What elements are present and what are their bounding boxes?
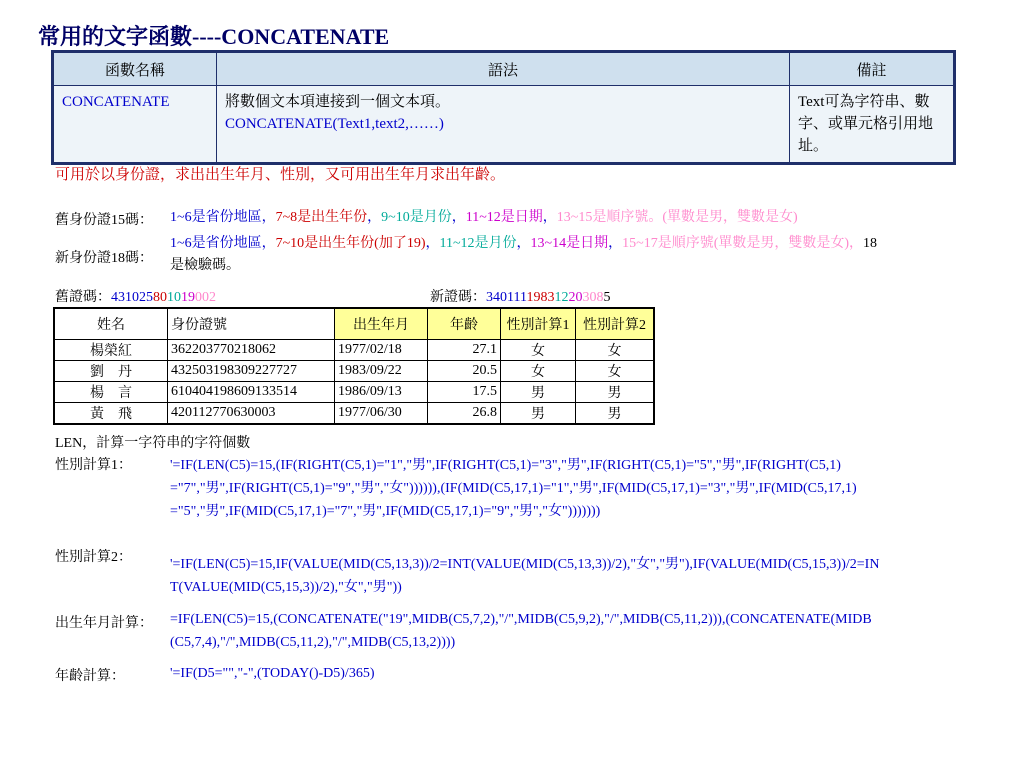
old-code-part: 80 — [153, 290, 167, 305]
syntax-description: 將數個文本項連接到一個文本項。 — [225, 94, 451, 110]
remark-cell: Text可為字符串、數字、或單元格引用地址。 — [790, 86, 955, 164]
cell-gender2: 女 — [576, 361, 655, 382]
old-code-part: 19 — [181, 290, 195, 305]
new-id-part: ， — [849, 236, 864, 251]
gender1-formula: '=IF(LEN(C5)=15,(IF(RIGHT(C5,1)="1","男",IF(RIGHT(C5,1)="3","男",IF(RIGHT(C5,1)="5","男",IF(RIGHT(C5,1)="7","男",IF(RIGHT(C5,1)="9","男","女")))))),(IF(MID(C5,17,1)="1","男",IF(MID(C5,17,1)="3","男",IF(MID(C5,17,1)="5","男",IF(MID(C5,17,1)="7","男",IF(MID(C5,17,1)="9","男","女"))))))) — [170, 458, 857, 519]
new-id-part: 18是檢驗碼。 — [170, 236, 878, 273]
table-header-row — [54, 308, 654, 340]
cell-birth: 1977/02/18 — [335, 340, 428, 361]
cell-age: 17.5 — [428, 382, 501, 403]
table-row — [54, 382, 654, 403]
cell-gender1: 男 — [501, 403, 576, 425]
old-id-part: 13~15是順序號。(單數是男，雙數是女) — [556, 210, 798, 225]
new-id-part: 15~17是順序號(單數是男，雙數是女) — [622, 236, 850, 251]
cell-name: 黃 飛 — [54, 403, 168, 425]
usage-note: 可用於以身份證，求出出生年月、性別，又可用出生年月求出年齡。 — [55, 167, 506, 183]
cell-birth: 1986/09/13 — [335, 382, 428, 403]
new-code-part: 20 — [568, 290, 583, 305]
new-code-label: 新證碼： — [430, 290, 486, 305]
new-code-part: 12 — [554, 290, 569, 305]
id-data-table — [53, 307, 655, 425]
birth-formula-label: 出生年月計算： — [55, 616, 153, 631]
new-code-part: 1983 — [526, 290, 555, 305]
old-id-part: ， — [367, 210, 382, 225]
old-id-part: ， — [542, 210, 557, 225]
cell-gender1: 女 — [501, 361, 576, 382]
age-formula-label: 年齡計算： — [55, 669, 125, 684]
column-header-id: 身份證號 — [168, 308, 335, 340]
page-title: 常用的文字函數----CONCATENATE — [38, 24, 390, 49]
cell-gender1: 男 — [501, 382, 576, 403]
cell-gender2: 男 — [576, 403, 655, 425]
column-header-birth: 出生年月 — [335, 308, 428, 340]
gender1-formula-label: 性別計算1： — [55, 458, 132, 473]
header-function-name: 函數名稱 — [53, 52, 217, 86]
cell-id: 362203770218062 — [168, 340, 335, 361]
function-info-table — [51, 50, 956, 165]
old-id-part: 9~10是月份 — [381, 210, 452, 225]
new-code-part: 340111 — [486, 290, 527, 305]
cell-name: 楊 言 — [54, 382, 168, 403]
new-id-label: 新身份證18碼： — [55, 251, 153, 266]
birth-formula: =IF(LEN(C5)=15,(CONCATENATE("19",MIDB(C5,7,2),"/",MIDB(C5,9,2),"/",MIDB(C5,11,2))),(CONCATENATE(MIDB(C5,7,4),"/",MIDB(C5,11,2),"/",MIDB(C5,13,2)))) — [170, 612, 872, 650]
cell-age: 27.1 — [428, 340, 501, 361]
new-id-description — [170, 233, 885, 277]
cell-birth: 1983/09/22 — [335, 361, 428, 382]
function-name-cell: CONCATENATE — [53, 86, 217, 164]
new-id-part: 13~14是日期 — [530, 236, 609, 251]
cell-age: 20.5 — [428, 361, 501, 382]
cell-name: 楊榮紅 — [54, 340, 168, 361]
new-id-part: ， — [425, 236, 440, 251]
cell-id: 610404198609133514 — [168, 382, 335, 403]
old-code-part: 002 — [195, 290, 216, 305]
syntax-cell — [217, 86, 790, 164]
cell-age: 26.8 — [428, 403, 501, 425]
table-row — [54, 403, 654, 425]
new-code-part: 308 — [582, 290, 604, 305]
cell-name: 劉 丹 — [54, 361, 168, 382]
header-syntax: 語法 — [217, 52, 790, 86]
table-row — [54, 361, 654, 382]
syntax-formula: CONCATENATE(Text1,text2,……) — [225, 116, 444, 132]
new-id-part: ， — [516, 236, 531, 251]
new-id-part: 7~10是出生年份(加了19) — [275, 236, 426, 251]
column-header-age: 年齡 — [428, 308, 501, 340]
new-id-part: 11~12是月份 — [439, 236, 517, 251]
new-id-part: ， — [608, 236, 623, 251]
gender2-formula: '=IF(LEN(C5)=15,IF(VALUE(MID(C5,13,3))/2=INT(VALUE(MID(C5,13,3))/2),"女","男"),IF(VALUE(MID(C5,15,3))/2=INT(VALUE(MID(C5,15,3))/2),"女","男")) — [170, 557, 880, 595]
cell-gender2: 男 — [576, 382, 655, 403]
cell-id: 432503198309227727 — [168, 361, 335, 382]
new-id-part: 1~6是省份地區， — [170, 236, 276, 251]
old-id-part: 7~8是出生年份 — [275, 210, 368, 225]
new-code — [430, 286, 610, 306]
old-code — [55, 286, 216, 306]
old-id-part: 1~6是省份地區， — [170, 210, 276, 225]
column-header-gender1: 性別計算1 — [501, 308, 576, 340]
old-code-part: 10 — [167, 290, 181, 305]
len-note: LEN，計算一字符串的字符個數 — [55, 436, 251, 451]
old-id-part: 11~12是日期 — [465, 210, 543, 225]
old-id-label: 舊身份證15碼： — [55, 213, 153, 228]
new-code-part: 5 — [603, 290, 611, 305]
column-header-gender2: 性別計算2 — [576, 308, 655, 340]
old-id-description — [170, 207, 890, 229]
cell-birth: 1977/06/30 — [335, 403, 428, 425]
header-remark: 備註 — [790, 52, 955, 86]
cell-gender1: 女 — [501, 340, 576, 361]
cell-id: 420112770630003 — [168, 403, 335, 425]
old-id-part: ， — [451, 210, 466, 225]
gender2-formula-label: 性別計算2： — [55, 550, 132, 565]
old-code-label: 舊證碼： — [55, 290, 111, 305]
age-formula: '=IF(D5="","-",(TODAY()-D5)/365) — [170, 666, 375, 681]
old-code-part: 431025 — [111, 290, 153, 305]
column-header-name: 姓名 — [54, 308, 168, 340]
cell-gender2: 女 — [576, 340, 655, 361]
table-row — [54, 340, 654, 361]
